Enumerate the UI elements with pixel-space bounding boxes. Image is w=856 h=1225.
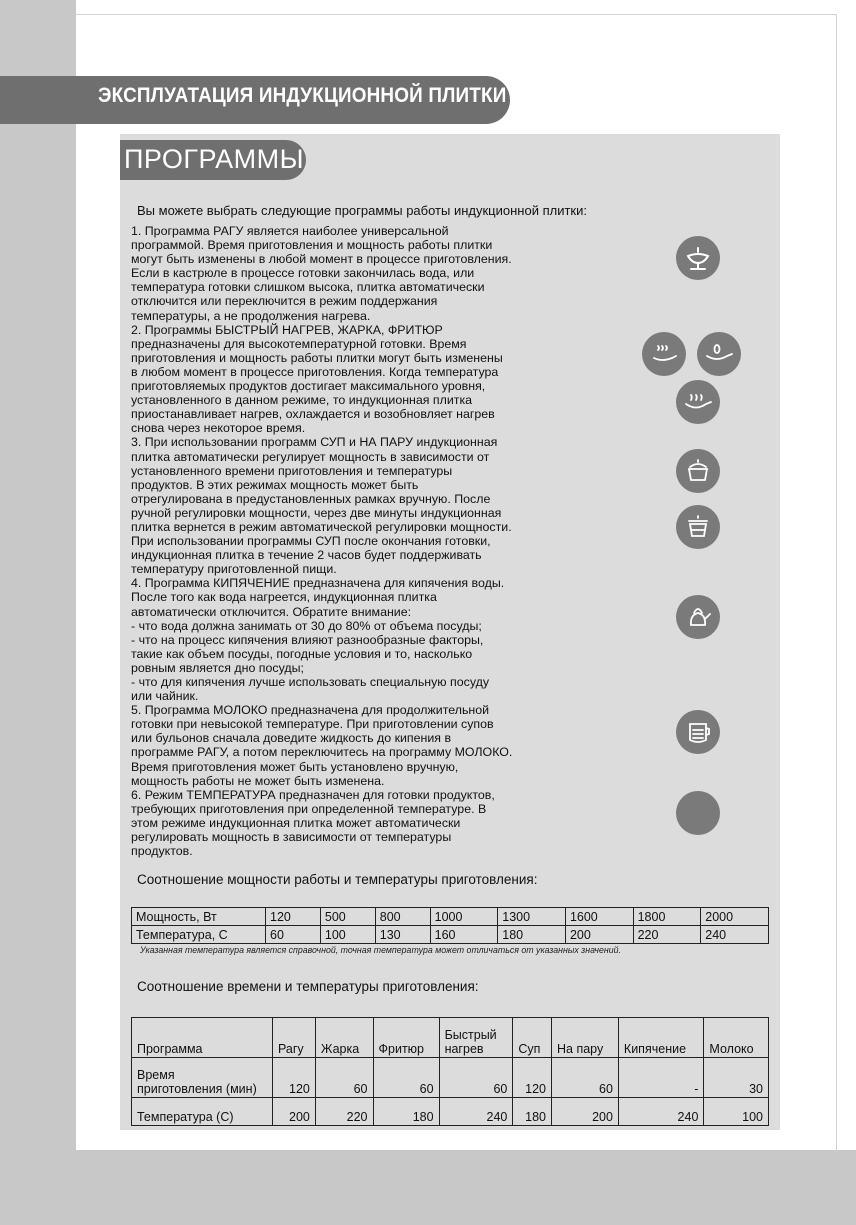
table-cell: Температура, С [132,926,266,944]
text-line: плитка автоматически регулирует мощность в зависимости от [131,449,490,464]
table-cell: 220 [315,1098,373,1126]
text-line: - что вода должна занимать от 30 до 80% от объема посуды; [131,618,482,633]
table-cell: 180 [513,1098,552,1126]
text-line: 4. Программа КИПЯЧЕНИЕ предназначена для кипячения воды. [131,576,505,591]
text-line: плитка вернется в режим автоматической регулировки мощности. [131,519,512,534]
table-cell: 1600 [565,908,633,926]
fast-heat-icon [642,332,686,376]
text-line: установленного времени приготовления и температуры [131,463,453,478]
text-line: 2. Программы БЫСТРЫЙ НАГРЕВ, ЖАРКА, ФРИТЮР [131,322,443,337]
text-line: Если в кастрюле в процессе готовки закончилась вода, или [131,266,475,281]
table-cell: 220 [633,926,701,944]
text-line: приготовляемых продуктов достигает максимального уровня, [131,379,486,394]
table-header-cell: Рагу [273,1018,316,1058]
table-header-cell: Программа [132,1018,273,1058]
power-table-caption: Соотношение мощности работы и температуры приготовления: [137,872,538,887]
table-cell: 120 [513,1058,552,1098]
text-line: - что для кипячения лучше использовать специальную посуду [131,675,490,689]
table-cell: 1300 [498,908,566,926]
text-line: температура готовки слишком высока, плитка автоматически [131,280,485,295]
table-cell: 180 [498,926,566,944]
table-cell: 1800 [633,908,701,926]
table-cell: Температура (С) [132,1098,273,1126]
table-header-cell: Фритюр [373,1018,439,1058]
text-line: снова через некоторое время. [131,421,306,436]
text-line: ровным является дно посуды; [131,660,304,675]
top-rule [76,14,836,15]
page-title: ЭКСПЛУАТАЦИЯ ИНДУКЦИОННОЙ ПЛИТКИ [98,84,507,107]
text-line: или бульонов сначала доведите жидкость до кипения в [131,731,452,746]
table-cell: 240 [701,926,769,944]
temperature-icon [676,791,720,835]
table-cell: 200 [273,1098,316,1126]
ragu-icon [676,236,720,280]
table-cell: 500 [320,908,375,926]
table-cell: 100 [320,926,375,944]
text-line: отрегулирована в предустановленных рамках вручную. После [131,491,491,506]
table-cell: 60 [373,1058,439,1098]
table-cell: 240 [439,1098,513,1126]
text-line: регулировать мощность в зависимости от температуры [131,830,452,845]
left-margin-strip [0,0,76,1225]
table-header-cell [439,1018,513,1058]
text-line: - что на процесс кипячения влияют разнообразные факторы, [131,632,484,647]
text-line: продуктов. В этих режимах мощность может быть [131,477,419,492]
table-cell: 800 [375,908,430,926]
table-cell: 120 [266,908,321,926]
table-cell: 60 [552,1058,619,1098]
text-line: установленного в данном режиме, то индукционная плитка [131,393,473,408]
text-line: этом режиме индукционная плитка может автоматически [131,815,461,830]
text-line: 1. Программа РАГУ является наиболее универсальной [131,224,449,238]
text-line: мощность работы не может быть изменена. [131,773,385,788]
table-row [132,926,769,944]
table-cell: 130 [375,926,430,944]
table-cell [132,1058,273,1098]
text-line: или чайник. [131,689,199,704]
section-title: ПРОГРАММЫ [124,144,305,174]
text-line: могут быть изменены в любой момент в процессе приготовления. [131,252,512,267]
steam-icon [676,505,720,549]
table-cell: - [618,1058,703,1098]
table-cell: 2000 [701,908,769,926]
reference-note: Указанная температура является справочной, точная температура может отличаться от указанных значений. [140,945,621,955]
fry-icon [697,332,741,376]
header-line: нагрев [444,1042,484,1056]
text-line: При использовании программы СУП после окончания готовки, [131,534,491,549]
text-line: 6. Режим ТЕМПЕРАТУРА предназначен для готовки продуктов, [131,787,495,802]
table-row [132,1018,769,1058]
text-line: Время приготовления может быть установлено вручную, [131,759,459,774]
text-line: такие как объем посуды, погодные условия и то, насколько [131,646,473,661]
text-line: программе РАГУ, а потом переключитесь на программу МОЛОКО. [131,745,513,760]
text-line: отключится или переключится в режим поддержания [131,294,438,309]
table-cell: 180 [373,1098,439,1126]
table-header-cell: Жарка [315,1018,373,1058]
intro-text: Вы можете выбрать следующие программы работы индукционной плитки: [137,203,587,218]
soup-icon [676,449,720,493]
table-row [132,1058,769,1098]
table-header-cell: Суп [513,1018,552,1058]
table-row [132,908,769,926]
header-line: Быстрый [444,1028,497,1042]
power-temperature-table [131,907,769,944]
text-line: 5. Программа МОЛОКО предназначена для продолжительной [131,703,490,718]
text-line: программой. Время приготовления и мощность работы плитки [131,238,493,253]
program-description [131,224,541,858]
text-line: предназначены для высокотемпературной готовки. Время [131,336,467,351]
text-line: 3. При использовании программ СУП и НА ПАРУ индукционная [131,435,498,450]
table-cell: 160 [430,926,498,944]
text-line: требующих приготовления при определенной температуре. В [131,801,487,816]
time-table-caption: Соотношение времени и температуры приготовления: [137,979,479,994]
table-cell: 60 [315,1058,373,1098]
kettle-icon [676,595,720,639]
table-cell: 1000 [430,908,498,926]
time-temperature-table [131,1017,769,1126]
table-header-cell: На пару [552,1018,619,1058]
label-line: Время [137,1068,175,1082]
bottom-margin-strip [0,1150,856,1225]
table-cell: 200 [552,1098,619,1126]
label-line: приготовления (мин) [137,1082,257,1096]
table-header-cell: Кипячение [618,1018,703,1058]
table-cell: 30 [704,1058,769,1098]
text-line: готовки при невысокой температуре. При приготовлении супов [131,717,494,732]
milk-icon [676,710,720,754]
text-line: автоматически отключится. Обратите внимание: [131,604,412,619]
deep-fry-icon [676,380,720,424]
text-line: температуру приготовленной пищи. [131,562,337,577]
table-header-cell: Молоко [704,1018,769,1058]
table-cell: 100 [704,1098,769,1126]
text-line: После того как вода нагреется, индукционная плитка [131,590,437,605]
text-line: приготовления и мощность работы плитки могут быть изменены [131,350,503,365]
table-cell: Мощность, Вт [132,908,266,926]
table-cell: 120 [273,1058,316,1098]
table-cell: 200 [565,926,633,944]
table-cell: 240 [618,1098,703,1126]
text-line: ручной регулировки мощности, через две минуты индукционная [131,505,502,520]
table-cell: 60 [439,1058,513,1098]
text-line: температуры, а не продолжения нагрева. [131,308,371,323]
text-line: индукционная плитка в течение 2 часов будет поддерживать [131,548,482,563]
right-rule [836,14,837,1150]
text-line: в любом момент в процессе приготовления. Когда температура [131,364,499,379]
table-row [132,1098,769,1126]
text-line: приостанавливает нагрев, охлаждается и возобновляет нагрев [131,407,495,422]
table-cell: 60 [266,926,321,944]
text-line: продуктов. [131,844,193,859]
